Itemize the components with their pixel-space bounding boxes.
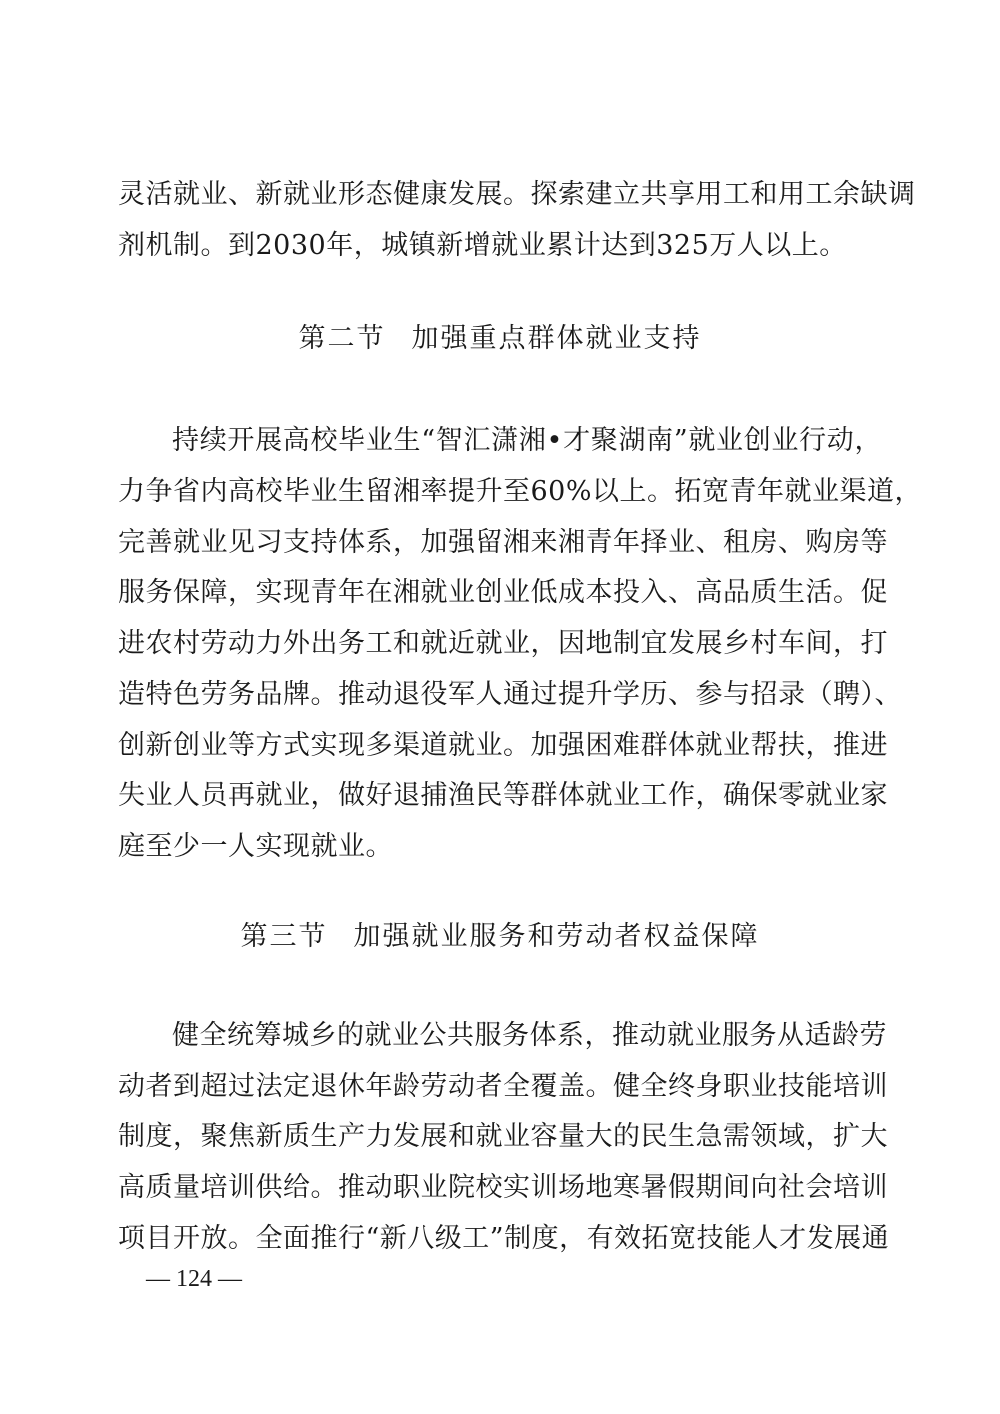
body-text-line: 完善就业见习支持体系，加强留湘来湘青年择业、租房、购房等 [118, 527, 888, 558]
section-title: 加强重点群体就业支持 [411, 323, 702, 354]
section-heading [0, 322, 1000, 356]
body-text-line: 创新创业等方式实现多渠道就业。加强困难群体就业帮扶，推进 [118, 730, 888, 761]
section-number: 第二节 [298, 323, 386, 354]
body-text-line: 项目开放。全面推行“新八级工”制度，有效拓宽技能人才发展通 [118, 1223, 890, 1254]
body-text-line: 庭至少一人实现就业。 [118, 831, 393, 862]
section-title: 加强就业服务和劳动者权益保障 [353, 921, 760, 952]
body-text-line: 高质量培训供给。推动职业院校实训场地寒暑假期间向社会培训 [118, 1172, 888, 1203]
page-number: — 124 — [146, 1266, 242, 1292]
body-text-line: 持续开展高校毕业生“智汇潇湘•才聚湖南”就业创业行动， [172, 425, 882, 456]
body-text-line: 制度，聚焦新质生产力发展和就业容量大的民生急需领域，扩大 [118, 1121, 888, 1152]
body-text-line: 健全统筹城乡的就业公共服务体系，推动就业服务从适龄劳 [172, 1020, 887, 1051]
body-text-line: 动者到超过法定退休年龄劳动者全覆盖。健全终身职业技能培训 [118, 1071, 888, 1102]
body-text-line: 剂机制。到2030年，城镇新增就业累计达到325万人以上。 [118, 230, 847, 261]
body-text-line: 失业人员再就业，做好退捕渔民等群体就业工作，确保零就业家 [118, 780, 888, 811]
body-text-line: 力争省内高校毕业生留湘率提升至60%以上。拓宽青年就业渠道， [118, 476, 923, 507]
section-number: 第三节 [240, 921, 328, 952]
body-text-line: 灵活就业、新就业形态健康发展。探索建立共享用工和用工余缺调 [118, 179, 916, 210]
body-text-line: 造特色劳务品牌。推动退役军人通过提升学历、参与招录（聘）、 [118, 679, 902, 710]
body-text-line: 进农村劳动力外出务工和就近就业，因地制宜发展乡村车间，打 [118, 628, 888, 659]
body-text-line: 服务保障，实现青年在湘就业创业低成本投入、高品质生活。促 [118, 577, 888, 608]
section-heading [0, 920, 1000, 954]
